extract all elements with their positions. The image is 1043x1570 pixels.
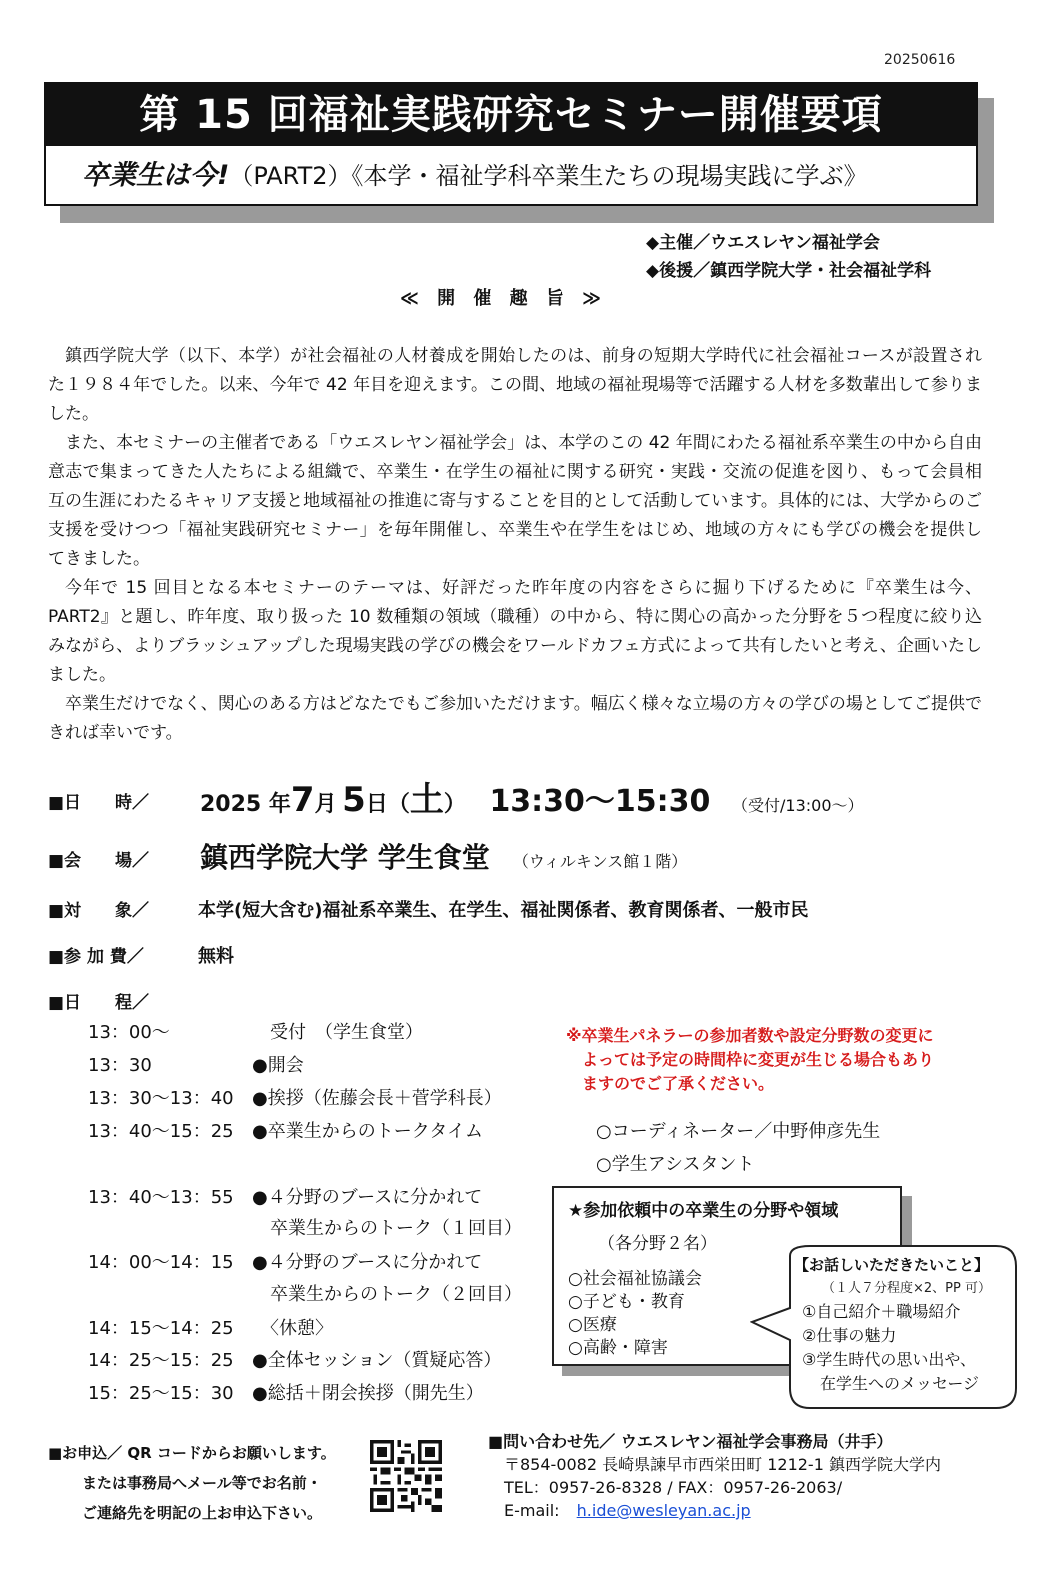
- host-organizer: ◆主催／ウエスレヤン福祉学会: [646, 233, 880, 253]
- contact-email: [488, 1499, 941, 1522]
- schedule-item: 14：00〜14：15 ●４分野のブースに分かれて: [88, 1252, 483, 1273]
- qr-code-icon[interactable]: [370, 1440, 442, 1512]
- schedule-item: 13：00〜 受付 （学生食堂）: [88, 1022, 423, 1043]
- reception-time: （受付/13:00〜）: [732, 796, 864, 815]
- field-item: ○医療: [568, 1315, 617, 1335]
- subtitle-emphasis: 卒業生は今!: [82, 160, 230, 191]
- date-label: ■日 時／: [48, 793, 150, 813]
- email-label: E-mail:: [504, 1501, 560, 1520]
- date-row: [48, 788, 198, 813]
- fields-title: ★参加依頼中の卒業生の分野や領域: [568, 1201, 839, 1221]
- title-box: [44, 82, 978, 206]
- schedule-item: 13：30〜13：40 ●挨拶（佐藤会長＋菅学科長）: [88, 1088, 502, 1109]
- support-organizer: ◆後援／鎮西学院大学・社会福祉学科: [646, 261, 932, 281]
- subtitle: [82, 156, 868, 196]
- target-value: 本学(短大含む)福祉系卒業生、在学生、福祉関係者、教育関係者、一般市民: [198, 900, 809, 921]
- bubble-content: [794, 1254, 1014, 1396]
- purpose-text: [48, 342, 982, 748]
- bubble-item: ②仕事の魅力: [802, 1326, 897, 1345]
- bubble-item: 在学生へのメッセージ: [820, 1374, 980, 1393]
- event-time: 13:30〜15:30: [489, 784, 711, 819]
- target-label: ■対 象／: [48, 901, 150, 921]
- schedule-subitem: 卒業生からのトーク（１回目）: [270, 1218, 522, 1239]
- venue-label: ■会 場／: [48, 851, 150, 871]
- paragraph: 鎮西学院大学（以下、本学）が社会福祉の人材養成を開始したのは、前身の短期大学時代に社会福祉コースが設置された１９８４年でした。以来、今年で 42 年目を迎えます。この間、地域の福祉現場等で活躍する人材を多数輩出して参りました。: [48, 346, 982, 424]
- field-item: ○社会福祉協議会: [568, 1269, 702, 1289]
- venue-note: （ウィルキンス館１階）: [512, 852, 688, 871]
- field-item: ○高齢・障害: [568, 1338, 668, 1358]
- purpose-heading: ≪ 開 催 趣 旨 ≫: [400, 288, 608, 309]
- bubble-item: ①自己紹介＋職場紹介: [802, 1302, 961, 1321]
- contact-info: [488, 1430, 941, 1522]
- contact-address: 〒854-0082 長崎県諫早市西栄田町 1212-1 鎮西学院大学内: [504, 1455, 941, 1474]
- paragraph: 卒業生だけでなく、関心のある方はどなたでもご参加いただけます。幅広く様々な立場の方々の学びの場としてご提供できれば幸いです。: [48, 694, 982, 743]
- schedule-item: 13：40〜15：25 ●卒業生からのトークタイム: [88, 1121, 483, 1142]
- target-row: [48, 896, 808, 922]
- fee-row: [48, 942, 234, 968]
- venue-name: 鎮西学院大学 学生食堂: [200, 841, 490, 874]
- schedule-item: 13：40〜13：55 ●４分野のブースに分かれて: [88, 1187, 483, 1208]
- venue-row: [48, 846, 198, 871]
- schedule-item: 14：25〜15：25 ●全体セッション（質疑応答）: [88, 1350, 502, 1371]
- contact-heading: ■問い合わせ先／ ウエスレヤン福祉学会事務局（井手）: [488, 1432, 893, 1451]
- fields-subtitle: （各分野２名）: [598, 1234, 717, 1254]
- fee-label: ■参 加 費／: [48, 947, 144, 967]
- schedule-note: ※卒業生パネラーの参加者数や設定分野数の変更に よっては予定の時間枠に変更が生じる場合もあり ますのでご了承ください。: [566, 1026, 935, 1093]
- schedule-label: ■日 程／: [48, 993, 150, 1013]
- document-id: 20250616: [884, 52, 956, 68]
- email-link[interactable]: h.ide@wesleyan.ac.jp: [576, 1501, 751, 1520]
- bubble-subtitle: （１人７分程度×2、PP 可）: [822, 1281, 991, 1296]
- application-info: ■お申込／ QR コードからお願いします。 または事務局へメール等でお名前・ ご連絡先を明記の上お申込下さい。: [48, 1444, 336, 1522]
- coordinator: ○コーディネーター／中野伸彦先生: [596, 1121, 881, 1142]
- fee-value: 無料: [198, 946, 234, 967]
- schedule-subitem: 卒業生からのトーク（２回目）: [270, 1284, 522, 1305]
- student-assistant: ○学生アシスタント: [596, 1154, 755, 1175]
- paragraph: 今年で 15 回目となる本セミナーのテーマは、好評だった昨年度の内容をさらに掘り下げるために『卒業生は今、PART2』と題し、昨年度、取り扱った 10 数種類の領域（職種）の中から、特に関心の高かった分野を５つ程度に絞り込みながら、よりブラッシュアップした現場実践の学びの機会をワールドカフェ方式によって共有したいと考え、企画いたしました。: [48, 578, 982, 685]
- paragraph: また、本セミナーの主催者である「ウエスレヤン福祉学会」は、本学のこの 42 年間にわたる福祉系卒業生の中から自由意志で集まってきた人たちによる組織で、卒業生・在学生の福祉に関する研究・実践・交流の促進を図り、もって会員相互の生涯にわたるキャリア支援と地域福祉の推進に寄与することを目的として活動しています。具体的には、大学からのご支援を受けつつ「福祉実践研究セミナー」を毎年開催し、卒業生や在学生をはじめ、地域の方々にも学びの機会を提供してきました。: [48, 433, 982, 569]
- field-item: ○子ども・教育: [568, 1292, 685, 1312]
- schedule-item: 15：25〜15：30 ●総括＋閉会挨拶（開先生）: [88, 1383, 484, 1404]
- bubble-title: 【お話しいただきたいこと】: [794, 1256, 990, 1274]
- bubble-item: ③学生時代の思い出や、: [802, 1350, 977, 1369]
- schedule-item: 13：30 ●開会: [88, 1055, 304, 1076]
- event-date: 2025 年7月 5日（土） 13:30〜15:30 （受付/13:00〜）: [200, 780, 864, 820]
- venue: [200, 836, 687, 876]
- schedule-item: 14：15〜14：25 〈休憩〉: [88, 1318, 333, 1339]
- contact-phone: TEL：0957-26-8328 / FAX：0957-26-2063/: [504, 1478, 843, 1497]
- subtitle-rest: （PART2）《本学・福祉学科卒業生たちの現場実践に学ぶ》: [229, 162, 868, 190]
- page-title: 第 15 回福祉実践研究セミナー開催要項: [46, 84, 976, 146]
- schedule-row: [48, 988, 198, 1013]
